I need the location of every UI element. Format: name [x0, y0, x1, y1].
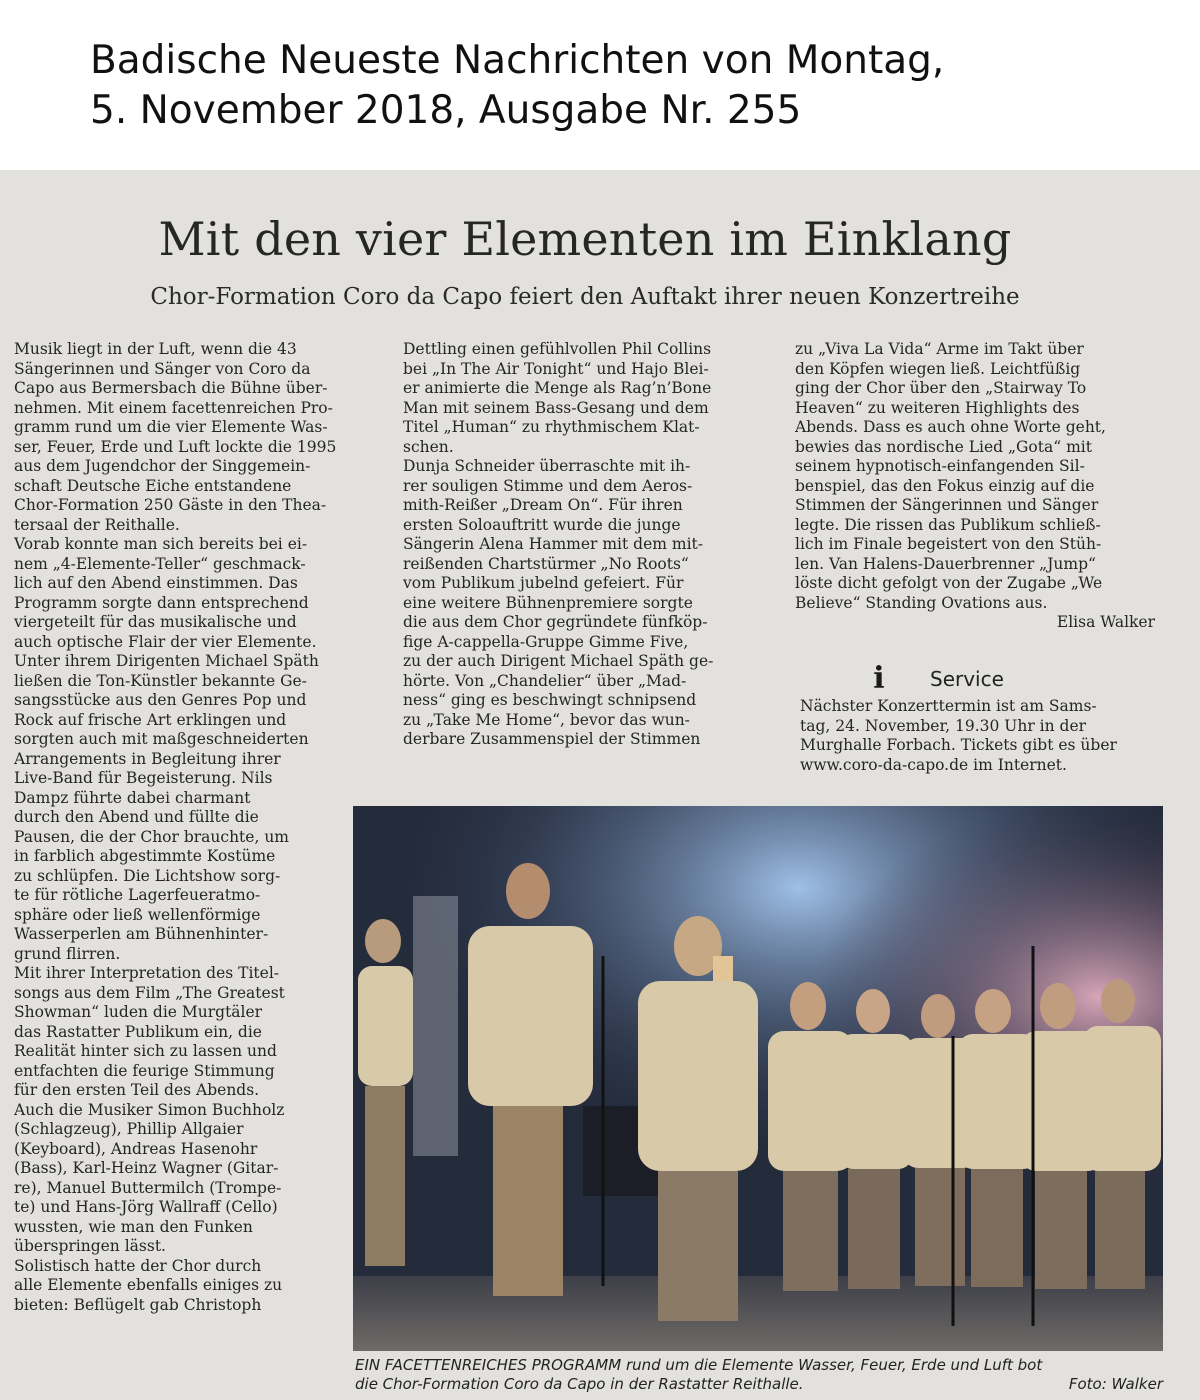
- article-line: ging der Chor über den „Stairway To: [795, 379, 1087, 397]
- article-line: Musik liegt in der Luft, wenn die 43: [14, 340, 297, 358]
- article-line: Pausen, die der Chor brauchte, um: [14, 827, 289, 846]
- article-column-1: [14, 340, 378, 1315]
- article-line: lich auf den Abend einstimmen. Das: [14, 574, 298, 592]
- author: Elisa Walker: [1056, 613, 1155, 631]
- article-line: ness“ ging es beschwingt schnipsend: [403, 691, 697, 709]
- article-line: te) und Hans-Jörg Wallraff (Cello): [14, 1198, 278, 1216]
- article-line: Believe“ Standing Ovations aus.: [795, 593, 1048, 612]
- source-line-1: Badische Neueste Nachrichten von Montag,: [90, 38, 945, 83]
- author-block: [795, 613, 1155, 633]
- article-line: Capo aus Bermersbach die Bühne über-: [14, 379, 328, 397]
- article-line: fige A-cappella-Gruppe Gimme Five,: [403, 632, 689, 651]
- article-line: viergeteilt für das musikalische und: [14, 613, 297, 631]
- article-line: te für rötliche Lagerfeueratmo-: [14, 886, 261, 904]
- article-line: zu der auch Dirigent Michael Späth ge-: [403, 652, 714, 670]
- article-line: Unter ihrem Dirigenten Michael Späth: [14, 652, 319, 670]
- article-line: eine weitere Bühnenpremiere sorgte: [403, 593, 693, 612]
- article-line: löste dicht gefolgt von der Zugabe „We: [795, 574, 1103, 592]
- article-line: überspringen lässt.: [14, 1237, 166, 1255]
- article-column-3: [795, 340, 1159, 613]
- article-line: er animierte die Menge als Rag’n’Bone: [403, 379, 712, 397]
- article-line: Realität hinter sich zu lassen und: [14, 1042, 277, 1060]
- article-line: schen.: [403, 437, 454, 456]
- article-line: grund flirren.: [14, 944, 121, 963]
- caption-line-2: die Chor-Formation Coro da Capo in der Rastatter Reithalle.: [355, 1375, 804, 1393]
- article-line: derbare Zusammenspiel der Stimmen: [403, 730, 701, 748]
- service-title: Service: [930, 667, 1004, 691]
- photo-caption: [355, 1356, 1163, 1394]
- article-line: (Schlagzeug), Phillip Allgaier: [14, 1120, 244, 1138]
- article-line: Titel „Human“ zu rhythmischem Klat-: [403, 418, 700, 436]
- article-line: sorgten auch mit maßgeschneiderten: [14, 730, 309, 748]
- article-line: re), Manuel Buttermilch (Trompe-: [14, 1178, 282, 1197]
- service-text: [800, 697, 1160, 775]
- article-line: zu „Viva La Vida“ Arme im Takt über: [795, 340, 1084, 358]
- article-line: legte. Die rissen das Publikum schließ-: [795, 515, 1101, 534]
- caption-line-1: EIN FACETTENREICHES PROGRAMM rund um die Elemente Wasser, Feuer, Erde und Luft bot: [355, 1356, 1043, 1374]
- article-line: Auch die Musiker Simon Buchholz: [14, 1100, 285, 1119]
- article-line: bei „In The Air Tonight“ und Hajo Blei-: [403, 359, 709, 378]
- article-line: songs aus dem Film „The Greatest: [14, 983, 285, 1002]
- photo-credit: Foto: Walker: [1068, 1375, 1163, 1393]
- article-line: reißenden Chartstürmer „No Roots“: [403, 554, 689, 573]
- article-line: schaft Deutsche Eiche entstandene: [14, 476, 292, 495]
- article-line: entfachten die feurige Stimmung: [14, 1061, 275, 1080]
- service-line: www.coro-da-capo.de im Internet.: [800, 755, 1067, 774]
- article-line: Arrangements in Begleitung ihrer: [14, 749, 281, 768]
- article-line: Vorab konnte man sich bereits bei ei-: [14, 535, 308, 553]
- article-line: tersaal der Reithalle.: [14, 515, 180, 534]
- article-line: gramm rund um die vier Elemente Was-: [14, 418, 328, 436]
- article-line: auch optische Flair der vier Elemente.: [14, 632, 317, 651]
- article-line: Rock auf frische Art erklingen und: [14, 710, 287, 729]
- article-line: vom Publikum jubelnd gefeiert. Für: [403, 574, 684, 592]
- article-line: Chor-Formation 250 Gäste in den Thea-: [14, 496, 327, 514]
- article-line: Dunja Schneider überraschte mit ih-: [403, 457, 691, 475]
- info-icon: i: [873, 661, 885, 696]
- article-line: Programm sorgte dann entsprechend: [14, 593, 309, 612]
- article-line: den Köpfen wiegen ließ. Leichtfüßig: [795, 359, 1081, 378]
- service-line: Murghalle Forbach. Tickets gibt es über: [800, 736, 1117, 754]
- article-line: mith-Reißer „Dream On“. Für ihren: [403, 496, 683, 514]
- service-line: Nächster Konzerttermin ist am Sams-: [800, 697, 1097, 715]
- article-line: Dettling einen gefühlvollen Phil Collins: [403, 340, 712, 358]
- article-line: zu „Take Me Home“, bevor das wun-: [403, 710, 690, 729]
- article-line: ersten Soloauftritt wurde die junge: [403, 515, 681, 534]
- article-line: hörte. Von „Chandelier“ über „Mad-: [403, 671, 687, 690]
- article-column-2: [403, 340, 769, 750]
- headline: Mit den vier Elementen im Einklang: [158, 212, 1012, 266]
- article-line: len. Van Halens-Dauerbrenner „Jump“: [795, 554, 1096, 573]
- article-line: (Bass), Karl-Heinz Wagner (Gitar-: [14, 1159, 279, 1177]
- article-line: Mit ihrer Interpretation des Titel-: [14, 964, 280, 982]
- article-line: ser, Feuer, Erde und Luft lockte die 1995: [14, 437, 337, 456]
- article-line: Wasserperlen am Bühnenhinter-: [14, 925, 269, 943]
- article-line: aus dem Jugendchor der Singgemein-: [14, 457, 311, 475]
- article-line: das Rastatter Publikum ein, die: [14, 1022, 262, 1041]
- article-line: Sängerin Alena Hammer mit dem mit-: [403, 535, 704, 553]
- service-box-header: [800, 661, 1160, 696]
- article-line: Sängerinnen und Sänger von Coro da: [14, 359, 311, 378]
- article-line: durch den Abend und füllte die: [14, 808, 259, 826]
- article-line: bieten: Beflügelt gab Christoph: [14, 1295, 262, 1314]
- article-line: ließen die Ton-Künstler bekannte Ge-: [14, 671, 307, 690]
- article-line: sangsstücke aus den Genres Pop und: [14, 691, 307, 709]
- source-header: [0, 0, 1200, 168]
- article-line: Solistisch hatte der Chor durch: [14, 1256, 262, 1275]
- article-line: alle Elemente ebenfalls einiges zu: [14, 1276, 283, 1294]
- article-line: Stimmen der Sängerinnen und Sänger: [795, 496, 1099, 514]
- article-line: sphäre oder ließ wellenförmige: [14, 905, 261, 924]
- article-line: Abends. Dass es auch ohne Worte geht,: [795, 418, 1106, 436]
- article-line: lich im Finale begeistert von den Stüh-: [795, 535, 1102, 553]
- newspaper-clipping: [0, 170, 1200, 1400]
- article-line: rer souligen Stimme und dem Aeros-: [403, 476, 693, 495]
- article-line: zu schlüpfen. Die Lichtshow sorg-: [14, 866, 281, 885]
- service-line: tag, 24. November, 19.30 Uhr in der: [800, 716, 1087, 735]
- article-line: Live-Band für Begeisterung. Nils: [14, 769, 273, 787]
- article-line: Man mit seinem Bass-Gesang und dem: [403, 398, 709, 417]
- subheadline: Chor-Formation Coro da Capo feiert den Auftakt ihrer neuen Konzertreihe: [150, 284, 1020, 310]
- article-line: Dampz führte dabei charmant: [14, 788, 251, 807]
- article-line: die aus dem Chor gegründete fünfköp-: [403, 613, 708, 631]
- choir-stage-image: [353, 806, 1163, 1351]
- article-line: bewies das nordische Lied „Gota“ mit: [795, 437, 1092, 456]
- article-line: für den ersten Teil des Abends.: [14, 1081, 260, 1099]
- article-line: benspiel, das den Fokus einzig auf die: [795, 476, 1095, 495]
- article-line: Showman“ luden die Murgtäler: [14, 1003, 263, 1021]
- article-line: (Keyboard), Andreas Hasenohr: [14, 1139, 258, 1158]
- article-line: nehmen. Mit einem facettenreichen Pro-: [14, 398, 333, 417]
- article-line: nem „4-Elemente-Teller“ geschmack-: [14, 554, 306, 573]
- article-line: wussten, wie man den Funken: [14, 1217, 253, 1236]
- article-line: in farblich abgestimmte Kostüme: [14, 847, 276, 865]
- source-line-2: 5. November 2018, Ausgabe Nr. 255: [90, 88, 802, 133]
- article-line: Heaven“ zu weiteren Highlights des: [795, 398, 1080, 417]
- concert-photo: [353, 806, 1163, 1351]
- article-line: seinem hypnotisch-einfangenden Sil-: [795, 457, 1085, 475]
